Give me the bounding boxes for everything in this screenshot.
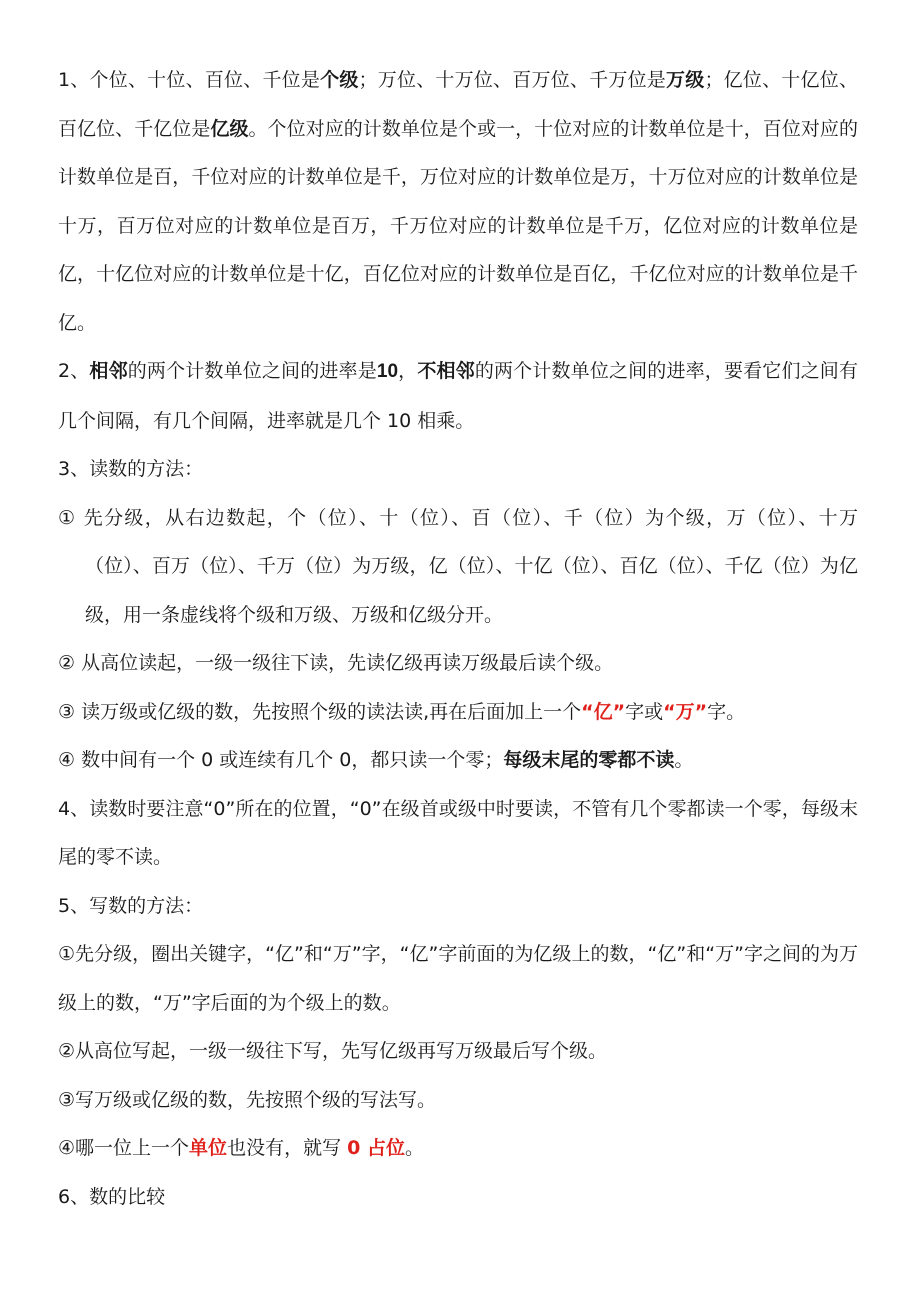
p3-3-text-c: 字。 <box>707 700 746 723</box>
p3-3-red-yi: “亿” <box>581 700 626 723</box>
p3-4-text-c: 。 <box>674 749 694 771</box>
paragraph-5-item-1: ①先分级，圈出关键字，“亿”和“万”字，“亿”字前面的为亿级上的数，“亿”和“万”字之间的为万级上的数，“万”字后面的为个级上的数。 <box>58 943 858 1014</box>
p2-bold-bu-xiang-lin: 不相邻 <box>417 360 475 382</box>
p1-text-d: ；亿位、十亿位、百亿位、千亿位是 <box>58 69 858 140</box>
document-body <box>58 56 858 1221</box>
paragraph-3-item-3 <box>58 688 858 737</box>
p2-text-d: ， <box>398 360 418 382</box>
p3-4-bold-rule: 每级末尾的零都不读 <box>503 749 675 771</box>
paragraph-4: 4、读数时要注意“0”所在的位置，“0”在级首或级中时要读，不管有几个零都读一个零，每级末尾的零不读。 <box>58 797 858 868</box>
p1-bold-wan-ji: 万级 <box>666 69 705 91</box>
paragraph-3-item-1: ① 先分级，从右边数起，个（位）、十（位）、百（位）、千（位）为个级，万（位）、十万（位）、百万（位）、千万（位）为万级，亿（位）、十亿（位）、百亿（位）、千亿（位）为亿级，用一条虚线将个级和万级、万级和亿级分开。 <box>58 506 858 626</box>
paragraph-5-item-3: ③写万级或亿级的数，先按照个级的写法写。 <box>58 1088 437 1111</box>
p3-3-red-wan: “万” <box>663 700 708 723</box>
p5-4-text-a: ④哪一位上一个 <box>58 1137 190 1159</box>
p1-bold-ge-ji: 个级 <box>320 69 359 91</box>
p3-3-text-b: 字或 <box>625 700 664 723</box>
paragraph-5-item-4 <box>58 1124 858 1173</box>
paragraph-5-item-2: ②从高位写起，一级一级往下写，先写亿级再写万级最后写个级。 <box>58 1040 608 1062</box>
paragraph-5-heading: 5、写数的方法： <box>58 894 204 917</box>
paragraph-6-heading: 6、数的比较 <box>58 1185 166 1208</box>
p5-4-text-b: 也没有，就写 <box>227 1137 348 1159</box>
p3-3-text-a: ③ 读万级或亿级的数，先按照个级的读法读,再在后面加上一个 <box>58 700 582 723</box>
p1-text-e: 。个位对应的计数单位是个或一，十位对应的计数单位是十，百位对应的计数单位是百，千位对应的计数单位是千，万位对应的计数单位是万，十万位对应的计数单位是十万，百万位对应的计数单位是百万，千万位对应的计数单位是千万，亿位对应的计数单位是亿，十亿位对应的计数单位是十亿，百亿位对应的计数单位是百亿，千亿位对应的计数单位是千亿。 <box>58 117 858 334</box>
p1-text-a: 1、个位、十位、百位、千位是 <box>58 69 321 91</box>
p1-text-c: ；万位、十万位、百万位、千万位是 <box>358 69 666 91</box>
p2-text-c: 的两个计数单位之间的进率是 <box>127 360 377 382</box>
p5-4-text-c: 。 <box>404 1137 424 1159</box>
p2-bold-ten: 10 <box>376 361 399 382</box>
paragraph-3-heading: 3、读数的方法： <box>58 458 204 480</box>
p3-4-text-a: ④ 数中间有一个 0 或连续有几个 0，都只读一个零； <box>58 749 504 771</box>
p5-4-red-dan-wei: 单位 <box>189 1137 228 1159</box>
paragraph-3-item-4 <box>58 736 858 785</box>
p2-text-e: 的两个计数单位之间的进率，要看它们之间有几个间隔，有几个间隔，进率就是几个 10 相乘。 <box>58 360 858 432</box>
paragraph-3-item-2: ② 从高位读起，一级一级往下读，先读亿级再读万级最后读个级。 <box>58 652 614 674</box>
p2-text-a: 2、 <box>58 360 90 382</box>
p1-bold-yi-ji: 亿级 <box>210 117 249 140</box>
paragraph-2 <box>58 347 858 445</box>
p2-bold-xiang-lin: 相邻 <box>89 360 128 382</box>
paragraph-1 <box>58 56 858 347</box>
p5-4-red-zhan-wei: 0 占位 <box>347 1137 405 1159</box>
